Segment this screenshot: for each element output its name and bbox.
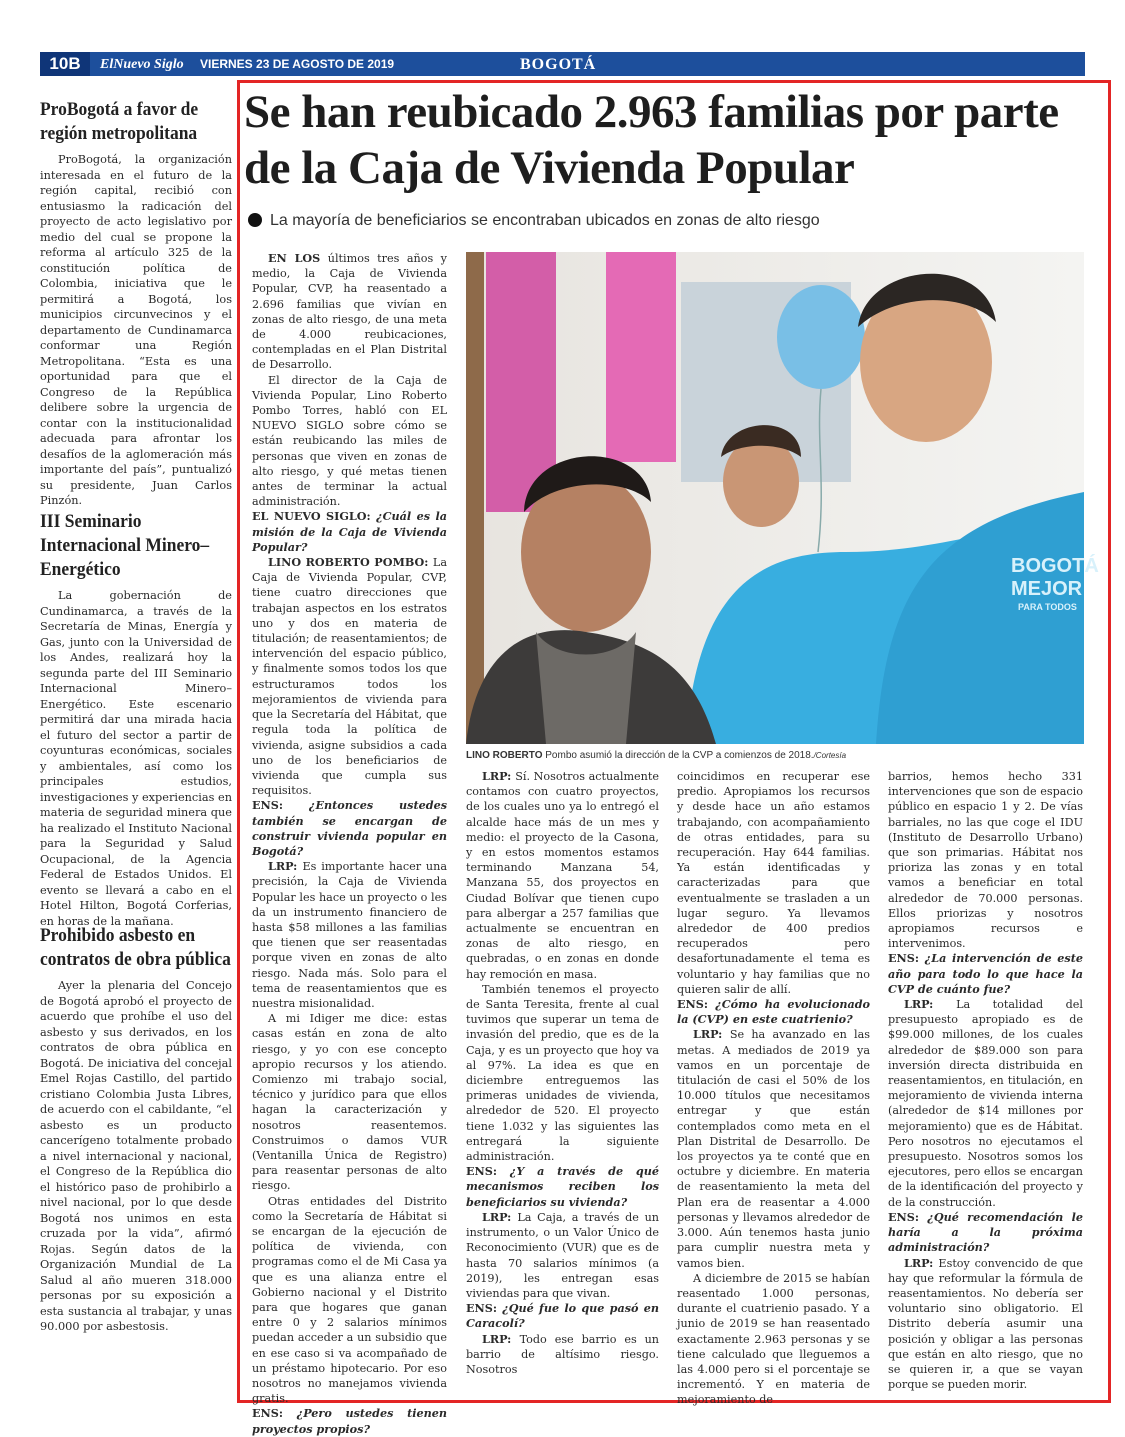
speaker-lead: LRP: [904, 1255, 939, 1270]
paragraph-text: ¿Y a través de qué mecanismos reciben los beneficiarios su vivienda? [466, 1164, 659, 1209]
interview-question [252, 798, 447, 859]
article-paragraph [252, 1011, 447, 1193]
brief-body: La gobernación de Cundinamarca, a través de la Secretaría de Minas, Energía y Gas, junto con la Universidad de los Andes, realizará hoy la segunda parte del III Seminario Internacional Minero–Energético. Este escenario permitirá dar una mirada hacia el futuro del sector a partir de coyunturas económicas, sociales y ambientales, así como los principales estudios, investigaciones y experiencias en materia de seguridad minera que ha realizado el Instituto Nacional para la Seguridad y Salud Ocupacional, de la Agencia Federal de Estados Unidos. El evento se llevará a cabo en el Hotel Hilton, Bogotá Corferias, en horas de la mañana. [40, 589, 232, 928]
article-column-1 [252, 251, 447, 1437]
speaker-lead: LRP: [482, 1331, 520, 1346]
page-number: 10B [40, 52, 90, 76]
article-paragraph [252, 859, 447, 1011]
brief-title: Prohibido asbesto en contratos de obra pública [40, 925, 231, 970]
article-paragraph [466, 1210, 659, 1301]
article-subheadline [248, 212, 820, 230]
speaker-lead: ENS: [466, 1301, 503, 1316]
article-paragraph [252, 373, 447, 510]
interview-question [252, 509, 447, 555]
sidebar-brief-seminario [40, 510, 232, 929]
article-paragraph [888, 1256, 1083, 1393]
caption-name: LINO ROBERTO [466, 750, 543, 761]
paragraph-text: Sí. Nosotros actualmente contamos con cuatro proyectos, de los cuales uno ya lo entregó el alcalde hace más de un mes y medio: el proyecto de la Casona, y en estos momentos estamos terminando Manzana 54, Manzana 55, dos proyectos en Ciudad Bolívar que tienen cupo para albergar a 257 familias que actualmente se encuentran en zonas de alto riesgo, en quebradas, o en zonas en donde hay remoción en masa. [466, 770, 660, 981]
interview-question [466, 1301, 659, 1331]
article-paragraph [252, 1194, 447, 1407]
section-name: BOGOTÁ [520, 56, 597, 73]
interview-question [252, 1406, 447, 1436]
speaker-lead: LRP: [482, 1209, 518, 1224]
article-column-2 [466, 769, 659, 1377]
paragraph-text: ¿Entonces ustedes también se encargan de construir vivienda popular en Bogotá? [252, 798, 448, 858]
article-photo [466, 252, 1099, 744]
paragraph-text: ¿Qué recomendación le haría a la próxima administración? [888, 1209, 1083, 1255]
paragraph-text: Se ha avanzado en las metas. A mediados de 2019 ya vamos en un porcentaje de titulación de casi el 50% de los 10.000 títulos que necesitamos entregar y que están contemplados como meta en el Plan Distrital de Desarrollo. De los proyectos ya te conté que en octubre y diciembre. En materia de reasentamiento la meta del Plan era de reasentar a 4.000 personas y llevamos alrededor de 3.000. Aún tenemos hasta junio para cumplir nuestra meta y vamos bien. [677, 1028, 870, 1270]
subheadline-text: La mayoría de beneficiarios se encontraban ubicados en zonas de alto riesgo [270, 212, 820, 229]
interview-question [888, 951, 1083, 997]
sidebar-brief-probogota [40, 98, 232, 509]
speaker-lead: EN LOS [268, 251, 321, 265]
article-paragraph [888, 997, 1083, 1210]
speaker-lead: ENS: [888, 951, 925, 966]
paragraph-text: Es importante hacer una precisión, la Caja de Vivienda Popular les hace un proyecto o les da un instrumento financiero de hasta $58 millones a las familias que tienen que ser reasentadas porque viven en zonas de alto riesgo. Nada más. Solo para el tema de reasentamientos que es nuestra misionalidad. [252, 860, 448, 1010]
article-paragraph [466, 982, 659, 1164]
issue-date: VIERNES 23 DE AGOSTO DE 2019 [200, 57, 395, 71]
brief-title: III Seminario Internacional Minero–Energético [40, 511, 210, 580]
article-headline: Se han reubicado 2.963 familias por parte de la Caja de Vivienda Popular [244, 86, 1059, 194]
speaker-lead: ENS: [466, 1164, 510, 1179]
paragraph-text: ¿Pero ustedes tienen proyectos propios? [252, 1406, 448, 1436]
paragraph-text: ¿Cuál es la misión de la Caja de Vivienda Popular? [252, 509, 447, 554]
paragraph-text: Estoy convencido de que hay que reformular la fórmula de reasentamientos. No debería ser voluntario sino obligatorio. El Distrito debería asumir una posición y obligar a las personas que están en alto riesgo, que no se quieren ir, a que se vayan porque se pueden morir. [888, 1256, 1083, 1392]
paragraph-text: Todo ese barrio es un barrio de altísimo riesgo. Nosotros [466, 1332, 660, 1376]
paragraph-text: A mi Idiger me dice: estas casas están en zona de alto riesgo, y yo con ese concepto apropio recursos y los atiendo. Comienzo mi trabajo social, técnico y jurídico para que ellos hagan la caracterización y nosotros reasentemos. Construimos o damos VUR (Ventanilla Única de Registro) para reasentar personas de alto riesgo. [252, 1012, 447, 1193]
speaker-lead: EL NUEVO SIGLO: [252, 509, 377, 524]
article-paragraph [252, 251, 447, 373]
paragraph-text: barrios, hemos hecho 331 intervenciones que son de espacio público en espacio 1 y 2. De vías barriales, no las que coge el IDU (Instituto de Desarrollo Urbano) que son primarias. Hábitat nos prioriza las zonas y en total vamos a beneficiar en total alrededor de 70.000 personas. Ellos priorizas y nosotros apropiamos recursos e intervenimos. [888, 770, 1083, 951]
photo-illustration [466, 252, 1099, 744]
newspaper-brand: ElNuevo Siglo [100, 57, 184, 72]
paragraph-text: ¿La intervención de este año para todo lo que hace la CVP de cuánto fue? [888, 951, 1083, 996]
jacket-text-2: MEJOR [1011, 578, 1083, 600]
caption-credit: /Cortesía [813, 751, 847, 760]
article-paragraph [466, 1332, 659, 1378]
interview-question [677, 997, 870, 1027]
article-paragraph [677, 769, 870, 997]
article-column-3 [677, 769, 870, 1408]
paragraph-text: A diciembre de 2015 se habían reasentado 1.000 personas, durante el cuatrienio pasado. Y a junio de 2019 se han reasentado exactamente 2.963 personas y se tiene calculado que lleguemos a las 4.000 pero si el porcentaje se incrementó. Y en materia de mejoramiento de [677, 1271, 870, 1407]
paragraph-text: últimos tres años y medio, la Caja de Vivienda Popular, CVP, ha reasentado a 2.696 familias que vivían en zonas de alto riesgo, de una meta de 4.000 reubicaciones, contempladas en el Plan Distrital de Desarrollo. [252, 252, 447, 372]
jacket-text-3: PARA TODOS [1018, 602, 1077, 612]
speaker-lead: LRP: [693, 1027, 730, 1042]
speaker-lead: ENS: [677, 997, 716, 1012]
article-paragraph [252, 555, 447, 798]
paragraph-text: coincidimos en recuperar ese predio. Apropiamos los recursos y desde hace un año estamos trabajando, con acompañamiento de otras entidades, para su recuperación. Hay 644 familias. Ya están identificadas y caracterizadas para que eventualmente se trasladen a un lugar seguro. Ya llevamos alrededor de 400 predios recuperados pero desafortunadamente el tema es voluntario y hay familias que no quieren salir de allí. [677, 770, 870, 996]
speaker-lead: LRP: [482, 769, 516, 783]
jacket-text-1: BOGOTÁ [1011, 555, 1099, 577]
photo-caption [466, 750, 846, 761]
interview-question [888, 1210, 1083, 1256]
article-paragraph [677, 1271, 870, 1408]
speaker-lead: ENS: [252, 798, 309, 813]
caption-text: Pombo asumió la dirección de la CVP a comienzos de 2018. [545, 750, 814, 761]
sidebar-brief-asbesto [40, 924, 232, 1335]
brief-title: ProBogotá a favor de región metropolitana [40, 99, 199, 144]
article-paragraph [888, 769, 1083, 951]
page-header-bar [40, 52, 1085, 76]
speaker-lead: LRP: [904, 997, 957, 1012]
paragraph-text: La Caja de Vivienda Popular, CVP, tiene cuatro direcciones que trabajan aspectos en los estratos uno y dos en materia de titulación; de reasentamientos; de intervención del espacio público, y finalmente somos todos los que estructuramos todos los mejoramientos de vivienda para que la Secretaría del Hábitat, que regula toda la política de vivienda, asigne subsidios a cada uno de los beneficiarios de vivienda que cumpla sus requisitos. [252, 556, 447, 798]
paragraph-text: La Caja, a través de un instrumento, o un Valor Único de Reconocimiento (VUR) que es de hasta 70 salarios mínimos (a 2019), les entregan esas viviendas para que vivan. [466, 1210, 659, 1300]
paragraph-text: ¿Cómo ha evolucionado la (CVP) en este cuatrienio? [677, 997, 870, 1027]
speaker-lead: LINO ROBERTO POMBO: [268, 555, 433, 570]
paragraph-text: El director de la Caja de Vivienda Popular, Lino Roberto Pombo Torres, habló con EL NUEVO SIGLO sobre cómo se están reubicando las miles de personas que viven en zonas de alto riesgo, y qué metas tienen antes de terminar la actual administración. [252, 373, 447, 509]
speaker-lead: LRP: [268, 859, 303, 874]
paragraph-text: Otras entidades del Distrito como la Secretaría de Hábitat si se encargan de la ejecución de política de vivienda, con programas como el de Mi Casa ya que es una alianza entre el Gobierno nacional y el Distrito para que hogares que ganan entre 0 y 2 salarios mínimos puedan acceder a un subsidio que en ese caso si va acompañado de un préstamo hipotecario. Por eso nosotros no manejamos vivienda gratis. [252, 1194, 447, 1406]
article-column-4 [888, 769, 1083, 1392]
interview-question [466, 1164, 659, 1210]
brief-body: Ayer la plenaria del Concejo de Bogotá aprobó el proyecto de acuerdo que prohíbe el uso del asbesto y sus derivados, en los contratos de obra pública en Bogotá. De iniciativa del concejal Emel Rojas Castillo, del partido cristiano Colombia Justa Libres, de acuerdo con el cabildante, “el asbesto es un producto cancerígeno totalmente probado a nivel internacional y nacional, el Congreso de la República dio el histórico paso de prohibirlo a nivel nacional, por lo que desde Bogotá nos unimos en esta cruzada por la vida”, afirmó Rojas. Según datos de la Organización Mundial de La Salud al año mueren 318.000 personas por su exposición a esta sustancia al trabajar, y unas 90.000 por asbestosis. [40, 979, 232, 1333]
speaker-lead: ENS: [252, 1406, 297, 1421]
paragraph-text: ¿Qué fue lo que pasó en Caracolí? [466, 1301, 660, 1331]
paragraph-text: También tenemos el proyecto de Santa Teresita, frente al cual tuvimos que superar un tema de invasión del predio, que es de la Caja, y es un proyecto que hoy va al 97%. La idea es que en diciembre entreguemos las primeras unidades de vivienda, alrededor de 520. El proyecto tiene 1.032 y las siguientes las entregará la siguiente administración. [466, 982, 659, 1164]
article-paragraph [677, 1027, 870, 1270]
paragraph-text: La totalidad del presupuesto apropiado es de $99.000 millones, de los cuales alrededor de $89.000 son para inversión directa distribuida en reasentamientos, en titulación, en mejoramiento de vivienda interna (alrededor de $14 millones por mejoramiento) que es de Hábitat. Pero nosotros no ejecutamos el presupuesto. Nosotros somos los ejecutores, pero ellos se encargan de la identificación del proyecto y de la construcción. [888, 998, 1083, 1209]
speaker-lead: ENS: [888, 1209, 928, 1224]
article-paragraph [466, 769, 659, 982]
bullet-icon [248, 213, 262, 227]
brief-body: ProBogotá, la organización interesada en el futuro de la región capital, recibió con entusiasmo la radicación del proyecto de acto legislativo por medio del cual se propone la reforma al artículo 325 de la constitución política de Colombia, iniciativa que le permitirá a Bogotá, los municipios circunvecinos y el departamento de Cundinamarca conformar una Región Metropolitana. “Esta es una oportunidad para que el Congreso de la República delibere sobre la urgencia de contar con la institucionalidad adecuada para afrontar los desafíos de la aglomeración más importante del país”, puntualizó su presidente, Juan Carlos Pinzón. [40, 153, 232, 507]
